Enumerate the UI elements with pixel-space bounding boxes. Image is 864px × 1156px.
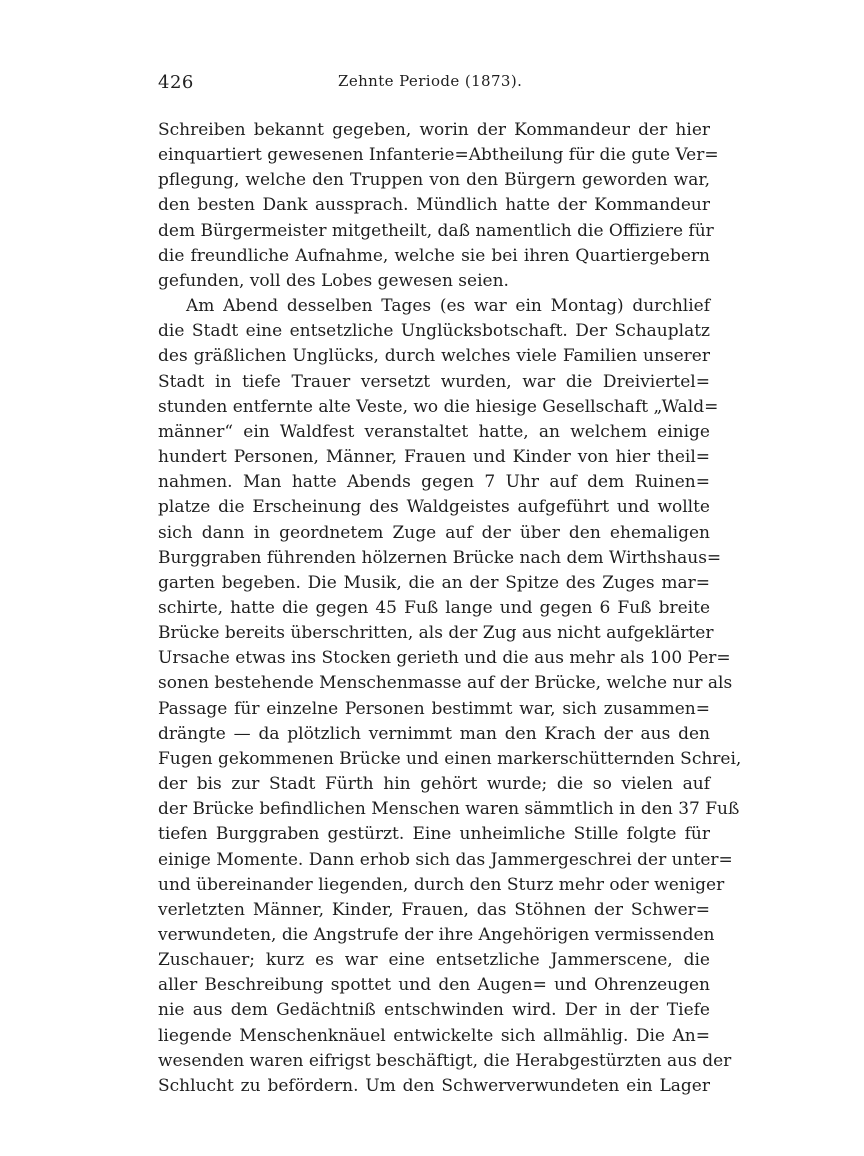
text-line: platze die Erscheinung des Waldgeistes aufgeführt und wollte xyxy=(158,497,710,518)
text-line: tiefen Burggraben gestürzt. Eine unheimliche Stille folgte für xyxy=(158,824,710,845)
text-line: liegende Menschenknäuel entwickelte sich allmählig. Die An= xyxy=(158,1025,710,1046)
text-line: Zuschauer; kurz es war eine entsetzliche Jammerscene, die xyxy=(158,950,710,971)
text-line: der bis zur Stadt Fürth hin gehört wurde; die so vielen auf xyxy=(158,774,710,795)
text-line: die Stadt eine entsetzliche Unglücksbotschaft. Der Schauplatz xyxy=(158,321,710,342)
text-line: den besten Dank aussprach. Mündlich hatte der Kommandeur xyxy=(158,195,710,216)
text-line: Stadt in tiefe Trauer versetzt wurden, war die Dreiviertel= xyxy=(158,371,710,392)
text-line: wesenden waren eifrigst beschäftigt, die Herabgestürzten aus der xyxy=(158,1050,732,1071)
text-line: stunden entfernte alte Veste, wo die hiesige Gesellschaft „Wald= xyxy=(158,396,719,417)
text-line: verletzten Männer, Kinder, Frauen, das Stöhnen der Schwer= xyxy=(158,899,710,920)
running-title: Zehnte Periode (1873). xyxy=(338,72,523,90)
text-line: pflegung, welche den Truppen von den Bürgern geworden war, xyxy=(158,170,710,191)
text-line: des gräßlichen Unglücks, durch welches viele Familien unserer xyxy=(158,346,710,367)
text-line: aller Beschreibung spottet und den Augen= und Ohrenzeugen xyxy=(158,975,710,996)
text-line: Schlucht zu befördern. Um den Schwerverwundeten ein Lager xyxy=(158,1075,710,1096)
text-line: der Brücke befindlichen Menschen waren sämmtlich in den 37 Fuß xyxy=(158,799,740,820)
text-line: schirte, hatte die gegen 45 Fuß lange und gegen 6 Fuß breite xyxy=(158,597,710,618)
text-line: Burggraben führenden hölzernen Brücke nach dem Wirthshaus= xyxy=(158,547,722,568)
text-line: Ursache etwas ins Stocken gerieth und die aus mehr als 100 Per= xyxy=(158,648,731,669)
text-line: garten begeben. Die Musik, die an der Spitze des Zuges mar= xyxy=(158,572,710,593)
text-line: die freundliche Aufnahme, welche sie bei ihren Quartiergebern xyxy=(158,245,710,266)
text-line: sonen bestehende Menschenmasse auf der Brücke, welche nur als xyxy=(158,673,733,694)
text-line: Fugen gekommenen Brücke und einen markerschütternden Schrei, xyxy=(158,748,742,769)
text-line: Passage für einzelne Personen bestimmt war, sich zusammen= xyxy=(158,698,710,719)
text-line: verwundeten, die Angstrufe der ihre Angehörigen vermissenden xyxy=(158,925,715,945)
text-line: männer“ ein Waldfest veranstaltet hatte, an welchem einige xyxy=(158,421,710,442)
text-line: dem Bürgermeister mitgetheilt, daß namentlich die Offiziere für xyxy=(158,220,714,241)
text-line: und übereinander liegenden, durch den Sturz mehr oder weniger xyxy=(158,874,725,895)
page-number: 426 xyxy=(158,72,194,93)
text-line: nahmen. Man hatte Abends gegen 7 Uhr auf dem Ruinen= xyxy=(158,472,710,493)
text-line: nie aus dem Gedächtniß entschwinden wird. Der in der Tiefe xyxy=(158,1000,710,1021)
text-line: Brücke bereits überschritten, als der Zug aus nicht aufgeklärter xyxy=(158,623,714,644)
text-line: sich dann in geordnetem Zuge auf der über den ehemaligen xyxy=(158,522,710,543)
body-text xyxy=(158,118,742,1099)
text-line: einquartiert gewesenen Infanterie=Abtheilung für die gute Ver= xyxy=(158,145,719,166)
text-line: hundert Personen, Männer, Frauen und Kinder von hier theil= xyxy=(158,447,710,468)
text-line: einige Momente. Dann erhob sich das Jammergeschrei der unter= xyxy=(158,849,733,870)
running-head xyxy=(146,72,712,104)
text-line: Schreiben bekannt gegeben, worin der Kommandeur der hier xyxy=(158,120,710,140)
text-line: gefunden, voll des Lobes gewesen seien. xyxy=(158,270,509,291)
text-line: Am Abend desselben Tages (es war ein Montag) durchlief xyxy=(186,296,710,317)
book-page xyxy=(146,72,742,1096)
text-line: drängte — da plötzlich vernimmt man den Krach der aus den xyxy=(158,723,710,744)
